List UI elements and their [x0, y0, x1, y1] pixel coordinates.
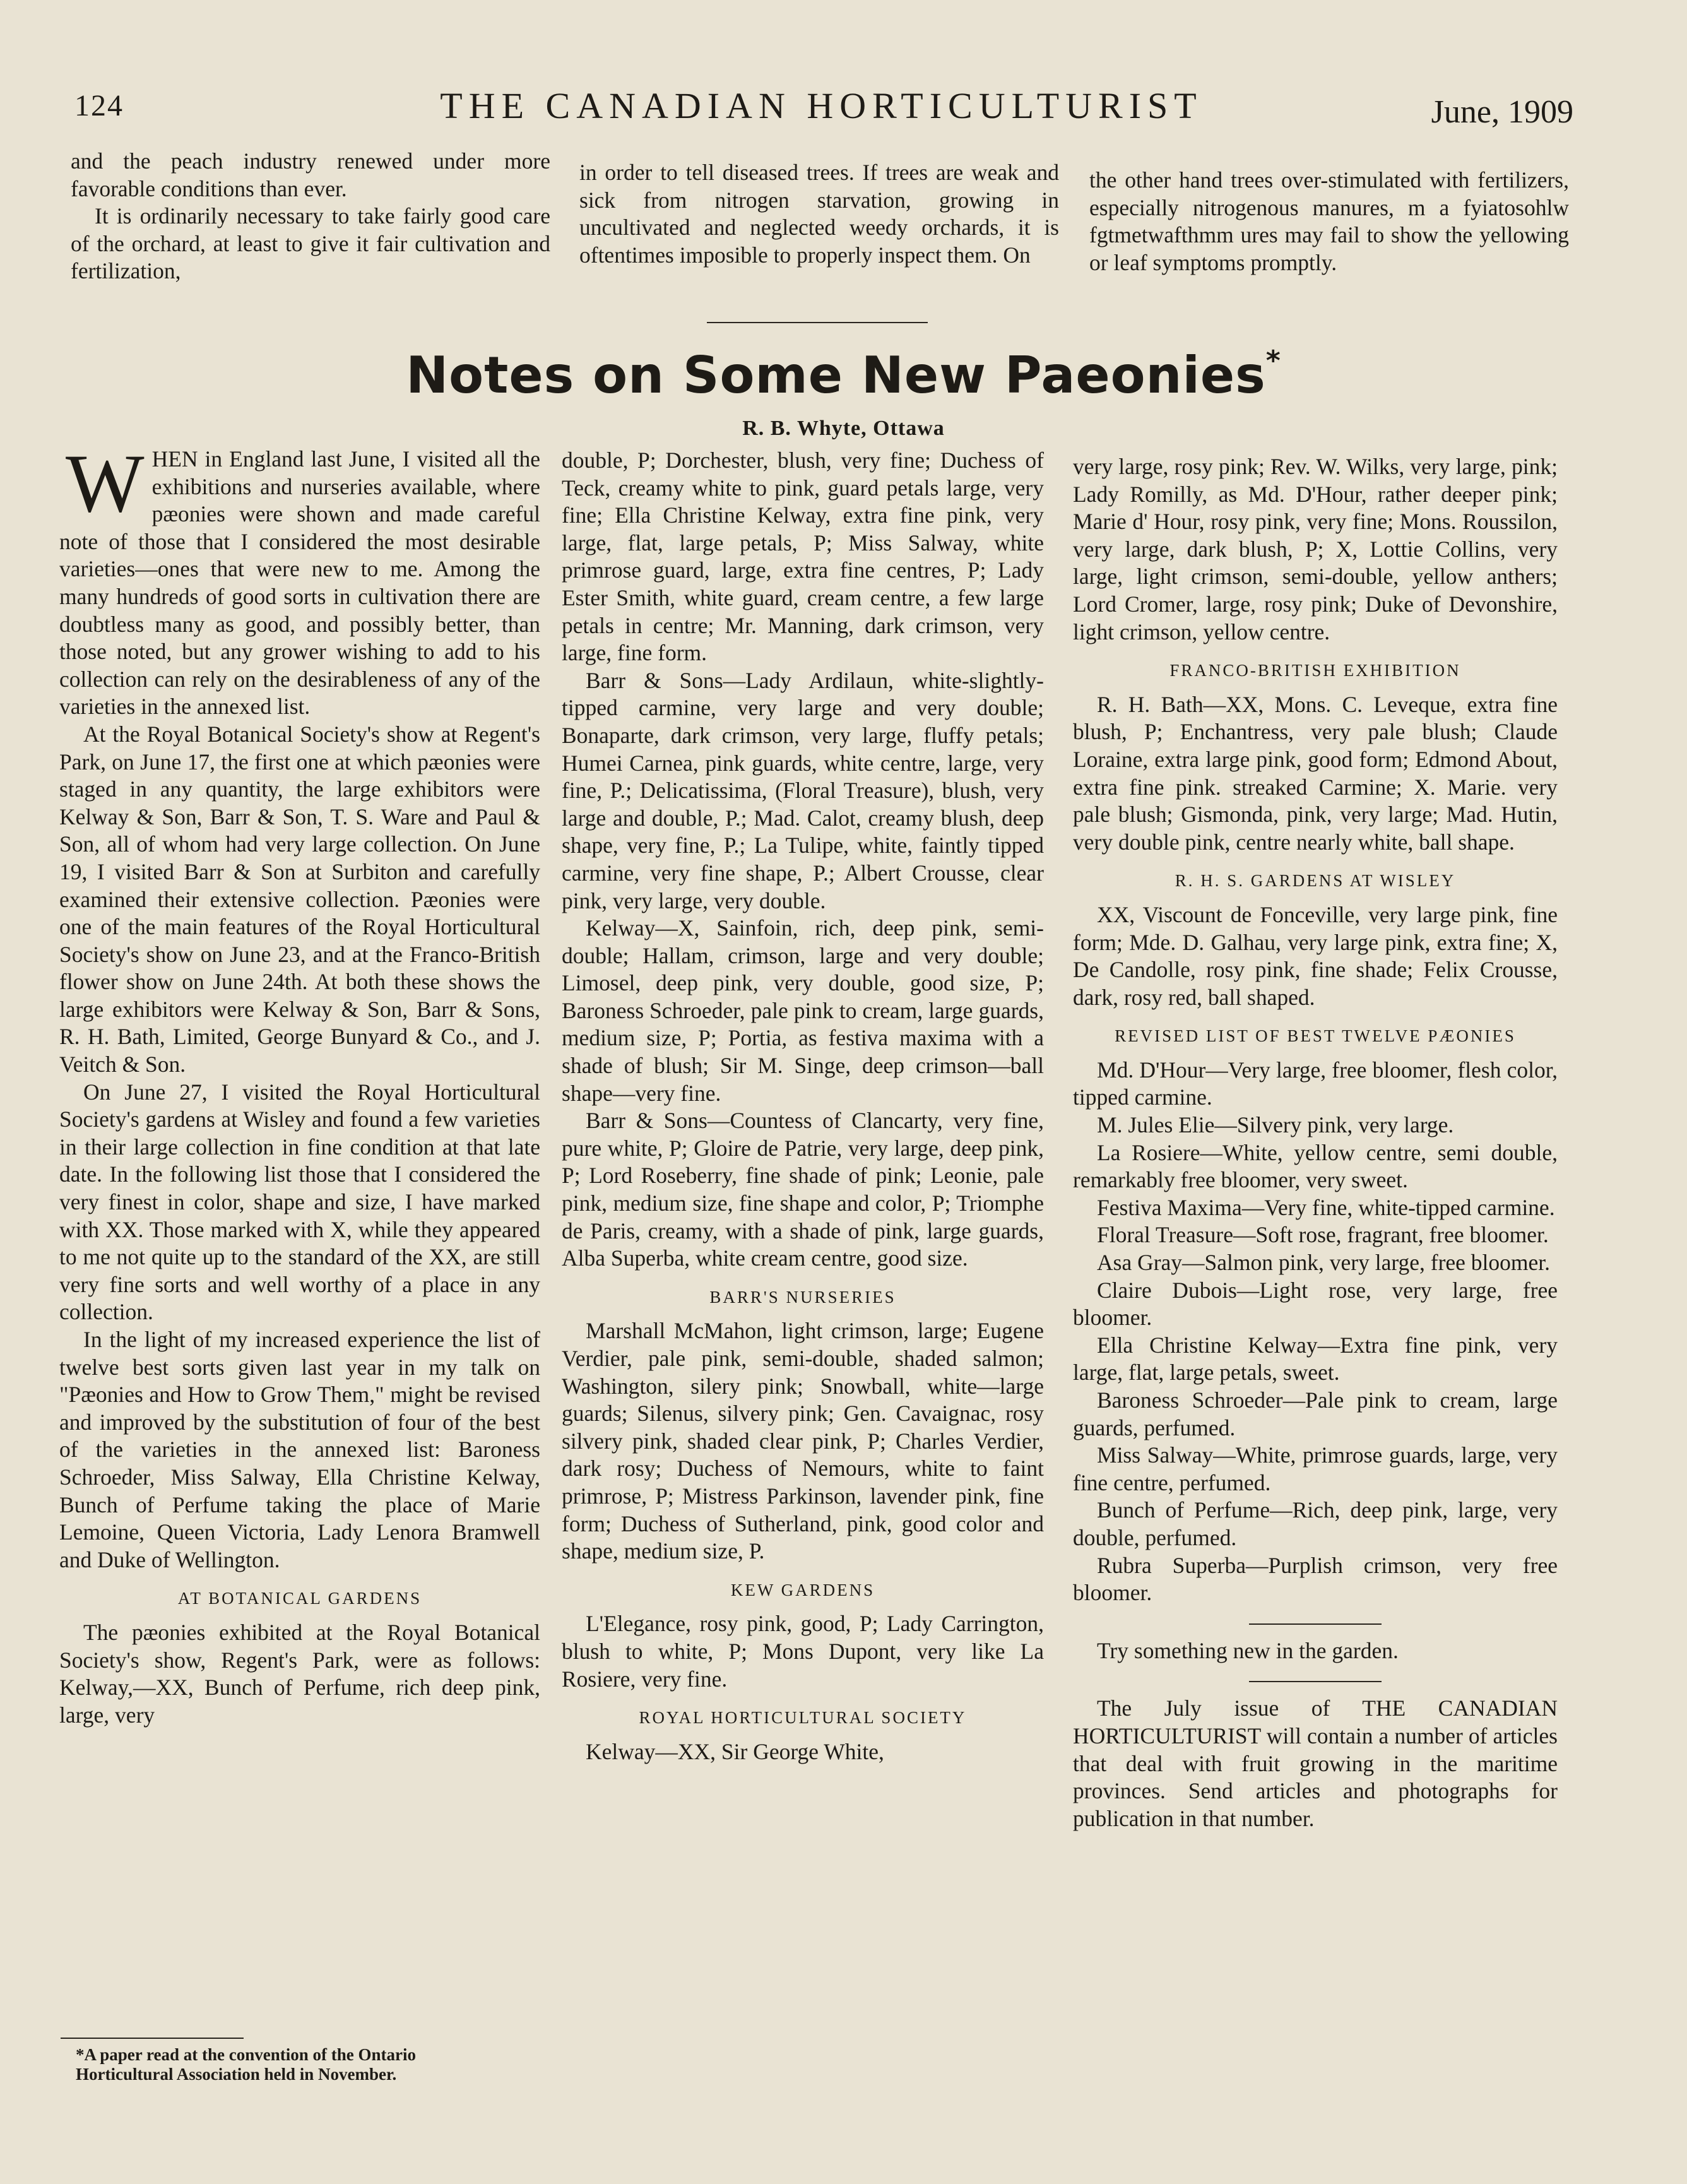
paragraph: Barr & Sons—Lady Ardilaun, white-slightly-tipped carmine, very large and very double; Bonaparte, dark crimson, very large, fluffy petals; Humei Carnea, pink guards, white centre, large, very fine, P.; Delicatissima, (Floral Treasure), blush, very large and double, P.; Mad. Calot, creamy blush, deep shape, very fine, P.; La Tulipe, white, faintly tipped carmine, very fine shape, P.; Albert Crousse, clear pink, very large, very double.	[562, 667, 1044, 913]
top-paragraph: It is ordinarily necessary to take fairly good care of the orchard, at least to give it fair cultivation and fertilization,	[71, 203, 550, 284]
opening-paragraph	[59, 437, 540, 721]
section-heading: BARR'S NURSERIES	[709, 1287, 896, 1307]
article-column-2	[562, 447, 1044, 1766]
top-column-2	[579, 159, 1059, 269]
paragraph: At the Royal Botanical Society's show at Regent's Park, on June 17, the first one at which pæonies were staged in any quantity, the large exhibitors were Kelway & Son, Barr & Son, T. S. Ware and Paul & Son, all of whom had very large collection. On June 19, I visited Barr & Son at Surbiton and carefully examined their extensive collection. Pæonies were one of the main features of the Royal Horticultural Society's show on June 23, and at the Franco-British flower show on June 24th. At both these shows the large exhibitors were Kelway & Son, Barr & Sons, R. H. Bath, Limited, George Bunyard & Co., and J. Veitch & Son.	[59, 721, 540, 1077]
paragraph: Rubra Superba—Purplish crimson, very free bloomer.	[1073, 1552, 1558, 1606]
paragraph: Claire Dubois—Light rose, very large, free bloomer.	[1073, 1277, 1558, 1331]
journal-title: THE CANADIAN HORTICULTURIST	[440, 85, 1203, 126]
footnote: *A paper read at the convention of the Ontario Horticultural Association held in November.	[76, 2045, 416, 2084]
drop-cap: W	[66, 437, 145, 530]
paragraph: The pæonies exhibited at the Royal Botanical Society's show, Regent's Park, were as follows: Kelway,—XX, Bunch of Perfume, rich deep pink, large, very	[59, 1619, 540, 1728]
article-title-text: Notes on Some New Paeonies	[406, 346, 1266, 405]
short-rule	[1249, 1681, 1382, 1682]
article-column-1	[59, 437, 540, 1729]
section-heading: ROYAL HORTICULTURAL SOCIETY	[639, 1708, 967, 1728]
issue-date: June, 1909	[1431, 94, 1573, 130]
paragraph: On June 27, I visited the Royal Horticultural Society's gardens at Wisley and found a few varieties in their large collection in fine condition at that late date. In the following list those that I considered the very finest in color, shape and size, I have marked with XX. Those marked with X, while they appeared to me not quite up to the standard of the XX, are still very fine sorts and well worthy of a place in any collection.	[59, 1079, 540, 1325]
paragraph: R. H. Bath—XX, Mons. C. Leveque, extra fine blush, P; Enchantress, very pale blush; Claude Loraine, extra large pink, good form; Edmond About, extra fine pink. streaked Carmine; X. Marie. very pale blush; Gismonda, pink, very large; Mad. Hutin, very double pink, centre nearly white, ball shape.	[1073, 691, 1558, 855]
paragraph: Marshall McMahon, light crimson, large; Eugene Verdier, pale pink, semi-double, shaded salmon; Washington, silery pink; Snowball, white—large guards; Silenus, silvery pink; Gen. Cavaignac, rosy silvery pink, shaded clear pink, P; Charles Verdier, dark rosy; Duchess of Nemours, white to faint primrose, P; Mistress Parkinson, lavender pink, fine form; Duchess of Sutherland, pink, good color and shape, medium size, P.	[562, 1318, 1044, 1564]
paragraph: M. Jules Elie—Silvery pink, very large.	[1097, 1112, 1454, 1138]
short-rule	[1249, 1623, 1382, 1625]
paragraph: Barr & Sons—Countess of Clancarty, very fine, pure white, P; Gloire de Patrie, very large, deep pink, P; Lord Roseberry, fine shade of pink; Leonie, pale pink, medium size, fine shape and color, P; Triomphe de Paris, creamy, with a shade of pink, large guards, Alba Superba, white cream centre, good size.	[562, 1108, 1044, 1271]
section-heading: AT BOTANICAL GARDENS	[177, 1589, 422, 1608]
article-byline: R. B. Whyte, Ottawa	[742, 417, 945, 440]
paragraph: Asa Gray—Salmon pink, very large, free bloomer.	[1097, 1250, 1551, 1276]
footnote-marker: *	[1265, 345, 1281, 377]
section-heading: KEW GARDENS	[730, 1580, 875, 1599]
paragraph: La Rosiere—White, yellow centre, semi double, remarkably free bloomer, very sweet.	[1073, 1139, 1558, 1193]
page-number: 124	[74, 89, 124, 122]
paragraph: The July issue of THE CANADIAN HORTICULTURIST will contain a number of articles that deal with fruit growing in the maritime provinces. Send articles and photographs for publication in that number.	[1073, 1695, 1558, 1831]
paragraph: XX, Viscount de Fonceville, very large pink, fine form; Mde. D. Galhau, very large pink, extra fine; X, De Candolle, rosy pink, fine shade; Felix Crousse, dark, rosy red, ball shaped.	[1073, 901, 1558, 1010]
paragraph: Baroness Schroeder—Pale pink to cream, large guards, perfumed.	[1073, 1387, 1558, 1440]
paragraph: Kelway—XX, Sir George White,	[586, 1738, 884, 1764]
paragraph: Md. D'Hour—Very large, free bloomer, flesh color, tipped carmine.	[1073, 1057, 1558, 1110]
paragraph: double, P; Dorchester, blush, very fine; Duchess of Teck, creamy white to pink, guard petals large, very fine; Ella Christine Kelway, extra fine pink, very large, flat, large petals, P; Miss Salway, white primrose guard, large, extra fine centres, P; Lady Ester Smith, white guard, cream centre, a few large petals in centre; Mr. Manning, dark crimson, very large, fine form.	[562, 448, 1044, 666]
top-column-1	[71, 148, 550, 285]
paragraph-text: HEN in England last June, I visited all the exhibitions and nurseries available, where pæonies were shown and made careful note of those that I considered the most desirable varieties—ones that were new to me. Among the many hundreds of good sorts in cultivation there are doubtless many as good, and possibly better, than those noted, but any grower wishing to add to his collection can rely on the desirableness of any of the varieties in the annexed list.	[59, 446, 540, 720]
running-head	[69, 85, 1573, 134]
section-divider	[707, 322, 928, 323]
article-column-3	[1073, 453, 1558, 1832]
top-paragraph: in order to tell diseased trees. If trees are weak and sick from nitrogen starvation, growing in uncultivated and neglected weedy orchards, it is oftentimes imposible to properly inspect them. On	[579, 160, 1059, 268]
paragraph: Floral Treasure—Soft rose, fragrant, free bloomer.	[1097, 1222, 1549, 1248]
paragraph: Kelway—X, Sainfoin, rich, deep pink, semi-double; Hallam, crimson, large and very double; Limosel, deep pink, very double, good size, P; Baroness Schroeder, pale pink to cream, large guards, medium size, P; Portia, as festiva maxima with a shade of blush; Sir M. Singe, deep crimson—ball shape—very fine.	[562, 915, 1044, 1106]
section-heading: R. H. S. GARDENS AT WISLEY	[1175, 871, 1456, 891]
paragraph: Ella Christine Kelway—Extra fine pink, very large, flat, large petals, sweet.	[1073, 1332, 1558, 1386]
paragraph: Try something new in the garden.	[1097, 1637, 1399, 1663]
section-heading: FRANCO-BRITISH EXHIBITION	[1169, 661, 1461, 680]
paragraph: Miss Salway—White, primrose guards, large, very fine centre, perfumed.	[1073, 1442, 1558, 1495]
paragraph: L'Elegance, rosy pink, good, P; Lady Carrington, blush to white, P; Mons Dupont, very like La Rosiere, very fine.	[562, 1611, 1044, 1692]
section-heading: REVISED LIST OF BEST TWELVE PÆONIES	[1115, 1026, 1516, 1046]
paragraph: In the light of my increased experience the list of twelve best sorts given last year in my talk on "Pæonies and How to Grow Them," might be revised and improved by the substitution of four of the best of the varieties in the annexed list: Baroness Schroeder, Miss Salway, Ella Christine Kelway, Bunch of Perfume taking the place of Marie Lemoine, Queen Victoria, Lady Lenora Bramwell and Duke of Wellington.	[59, 1327, 540, 1572]
paragraph: Festiva Maxima—Very fine, white-tipped carmine.	[1097, 1194, 1555, 1220]
top-paragraph: and the peach industry renewed under more favorable conditions than ever.	[71, 148, 550, 201]
paragraph: very large, rosy pink; Rev. W. Wilks, very large, pink; Lady Romilly, as Md. D'Hour, rather deeper pink; Marie d' Hour, rosy pink, very fine; Mons. Roussilon, very large, dark blush, P; X, Lottie Collins, very large, light crimson, semi-double, yellow anthers; Lord Cromer, large, rosy pink; Duke of Devonshire, light crimson, yellow centre.	[1073, 454, 1558, 644]
top-paragraph: the other hand trees over-stimulated with fertilizers, especially nitrogenous manures, m a fyiatosohlw fgtmetwafthmm ures may fail to show the yellowing or leaf symptoms promptly.	[1089, 167, 1569, 275]
paragraph: Bunch of Perfume—Rich, deep pink, large, very double, perfumed.	[1073, 1497, 1558, 1550]
top-column-3	[1089, 167, 1569, 276]
footnote-rule	[61, 2038, 244, 2039]
article-title	[0, 346, 1687, 405]
